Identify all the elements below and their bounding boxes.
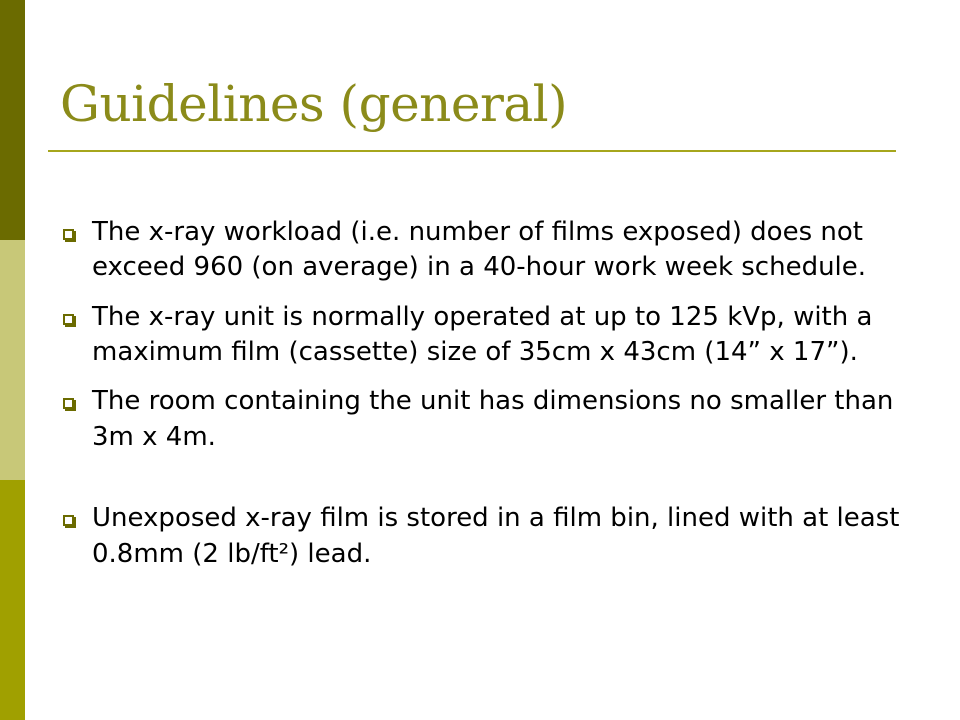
- bullet-text: The x-ray workload (i.e. number of films exposed) does not exceed 960 (on average) in a 40-hour work week schedule.: [92, 217, 867, 283]
- list-item: [60, 501, 900, 572]
- square-bullet-icon: [63, 229, 74, 240]
- slide-title: Guidelines (general): [60, 75, 568, 133]
- bullet-text: The x-ray unit is normally operated at up to 125 kVp, with a maximum film (cassette) size of 35cm x 43cm (14” x 17”).: [92, 301, 873, 368]
- sidebar-decoration: [0, 0, 25, 720]
- list-item: [60, 384, 900, 455]
- sidebar-segment-top: [0, 0, 25, 240]
- square-bullet-icon: [63, 515, 74, 526]
- bullet-text: The room containing the unit has dimensions no smaller than 3m x 4m.: [92, 386, 894, 452]
- square-bullet-icon: [63, 398, 74, 409]
- list-item: [60, 215, 900, 286]
- bullet-text: Unexposed x-ray film is stored in a film bin, lined with at least 0.8mm (2 lb/ft²) lead.: [92, 503, 900, 569]
- list-item: [60, 300, 900, 371]
- bullet-list: [60, 215, 900, 586]
- title-divider: [48, 150, 896, 152]
- sidebar-segment-middle: [0, 240, 25, 480]
- sidebar-segment-bottom: [0, 480, 25, 720]
- square-bullet-icon: [63, 314, 74, 325]
